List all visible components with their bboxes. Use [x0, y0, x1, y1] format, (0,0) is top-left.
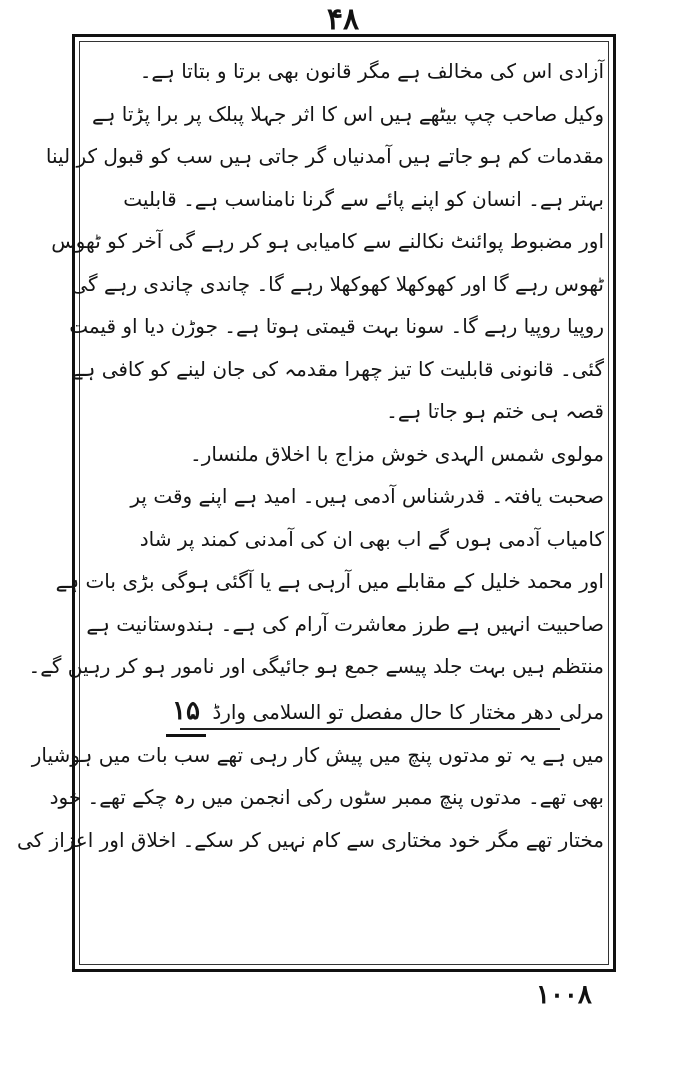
- text-line: کامیاب آدمی ہوں گے اب بھی ان کی آمدنی کمند پر شاد: [139, 526, 604, 551]
- text-body: [16, 50, 604, 861]
- text-line: میں ہے یہ تو مدتوں پنچ میں پیش کار رہی تھے سب بات میں ہوشیار: [31, 742, 604, 767]
- text-line: قصہ ہی ختم ہو جاتا ہے۔: [386, 399, 604, 423]
- text-line: گئی۔ قانونی قابلیت کا تیز چھرا مقدمہ کی جان لینے کو کافی ہے: [71, 356, 604, 381]
- text-line: اور محمد خلیل کے مقابلے میں آرہی ہے یا آگئی ہوگی بڑی بات ہے: [55, 569, 604, 593]
- text-line: مختار تھے مگر خود مختاری سے کام نہیں کر سکے۔ اخلاق اور اعزاز کی: [16, 827, 604, 852]
- text-line: آزادی اس کی مخالف ہے مگر قانون بھی برتا و بتاتا ہے۔: [139, 59, 604, 83]
- text-line: اور مضبوط پوائنٹ نکالنے سے کامیابی ہو کر رہے گی آخر کو ٹھوس: [51, 229, 604, 253]
- text-line: وکیل صاحب چپ بیٹھے ہیں اس کا اثر جہلا پبلک پر برا پڑتا ہے: [92, 101, 604, 126]
- section-title: مرلی دھر مختار کا حال مفصل تو السلامی وارڈ: [212, 699, 604, 724]
- text-line: ٹھوس رہے گا اور کھوکھلا کھوکھلا رہے گا۔ چاندی چاندی رہے گی: [71, 271, 604, 296]
- page-number: ۴۸: [326, 2, 360, 37]
- heading-underline: [180, 728, 560, 730]
- footer-number: ۱۰۰۸: [536, 980, 592, 1010]
- text-line: صحبت یافتہ۔ قدرشناس آدمی ہیں۔ امید ہے اپنے وقت پر: [130, 484, 604, 508]
- section-number: ۱۵: [166, 688, 206, 737]
- text-line: مولوی شمس الہدی خوش مزاج با اخلاق ملنسار۔: [189, 441, 604, 466]
- text-line: بھی تھے۔ مدتوں پنچ ممبر سٹوں رکی انجمن میں رہ چکے تھے۔ خود: [49, 785, 604, 809]
- text-line: روپیا روپیا رہے گا۔ سونا بہت قیمتی ہوتا ہے۔ جوڑن دیا او قیمت: [69, 314, 604, 338]
- text-line: صاحبیت انہیں ہے طرز معاشرت آرام کی ہے۔ ہندوستانیت ہے: [86, 611, 604, 636]
- section-heading: [84, 688, 604, 734]
- text-line: بہتر ہے۔ انسان کو اپنے پائے سے گرنا نامناسب ہے۔ قابلیت: [123, 186, 604, 211]
- text-line: مقدمات کم ہو جاتے ہیں آمدنیاں گر جاتی ہیں سب کو قبول کر لینا: [45, 144, 604, 168]
- text-line: منتظم ہیں بہت جلد پیسے جمع ہو جائیگی اور نامور ہو کر رہیں گے۔: [28, 654, 604, 678]
